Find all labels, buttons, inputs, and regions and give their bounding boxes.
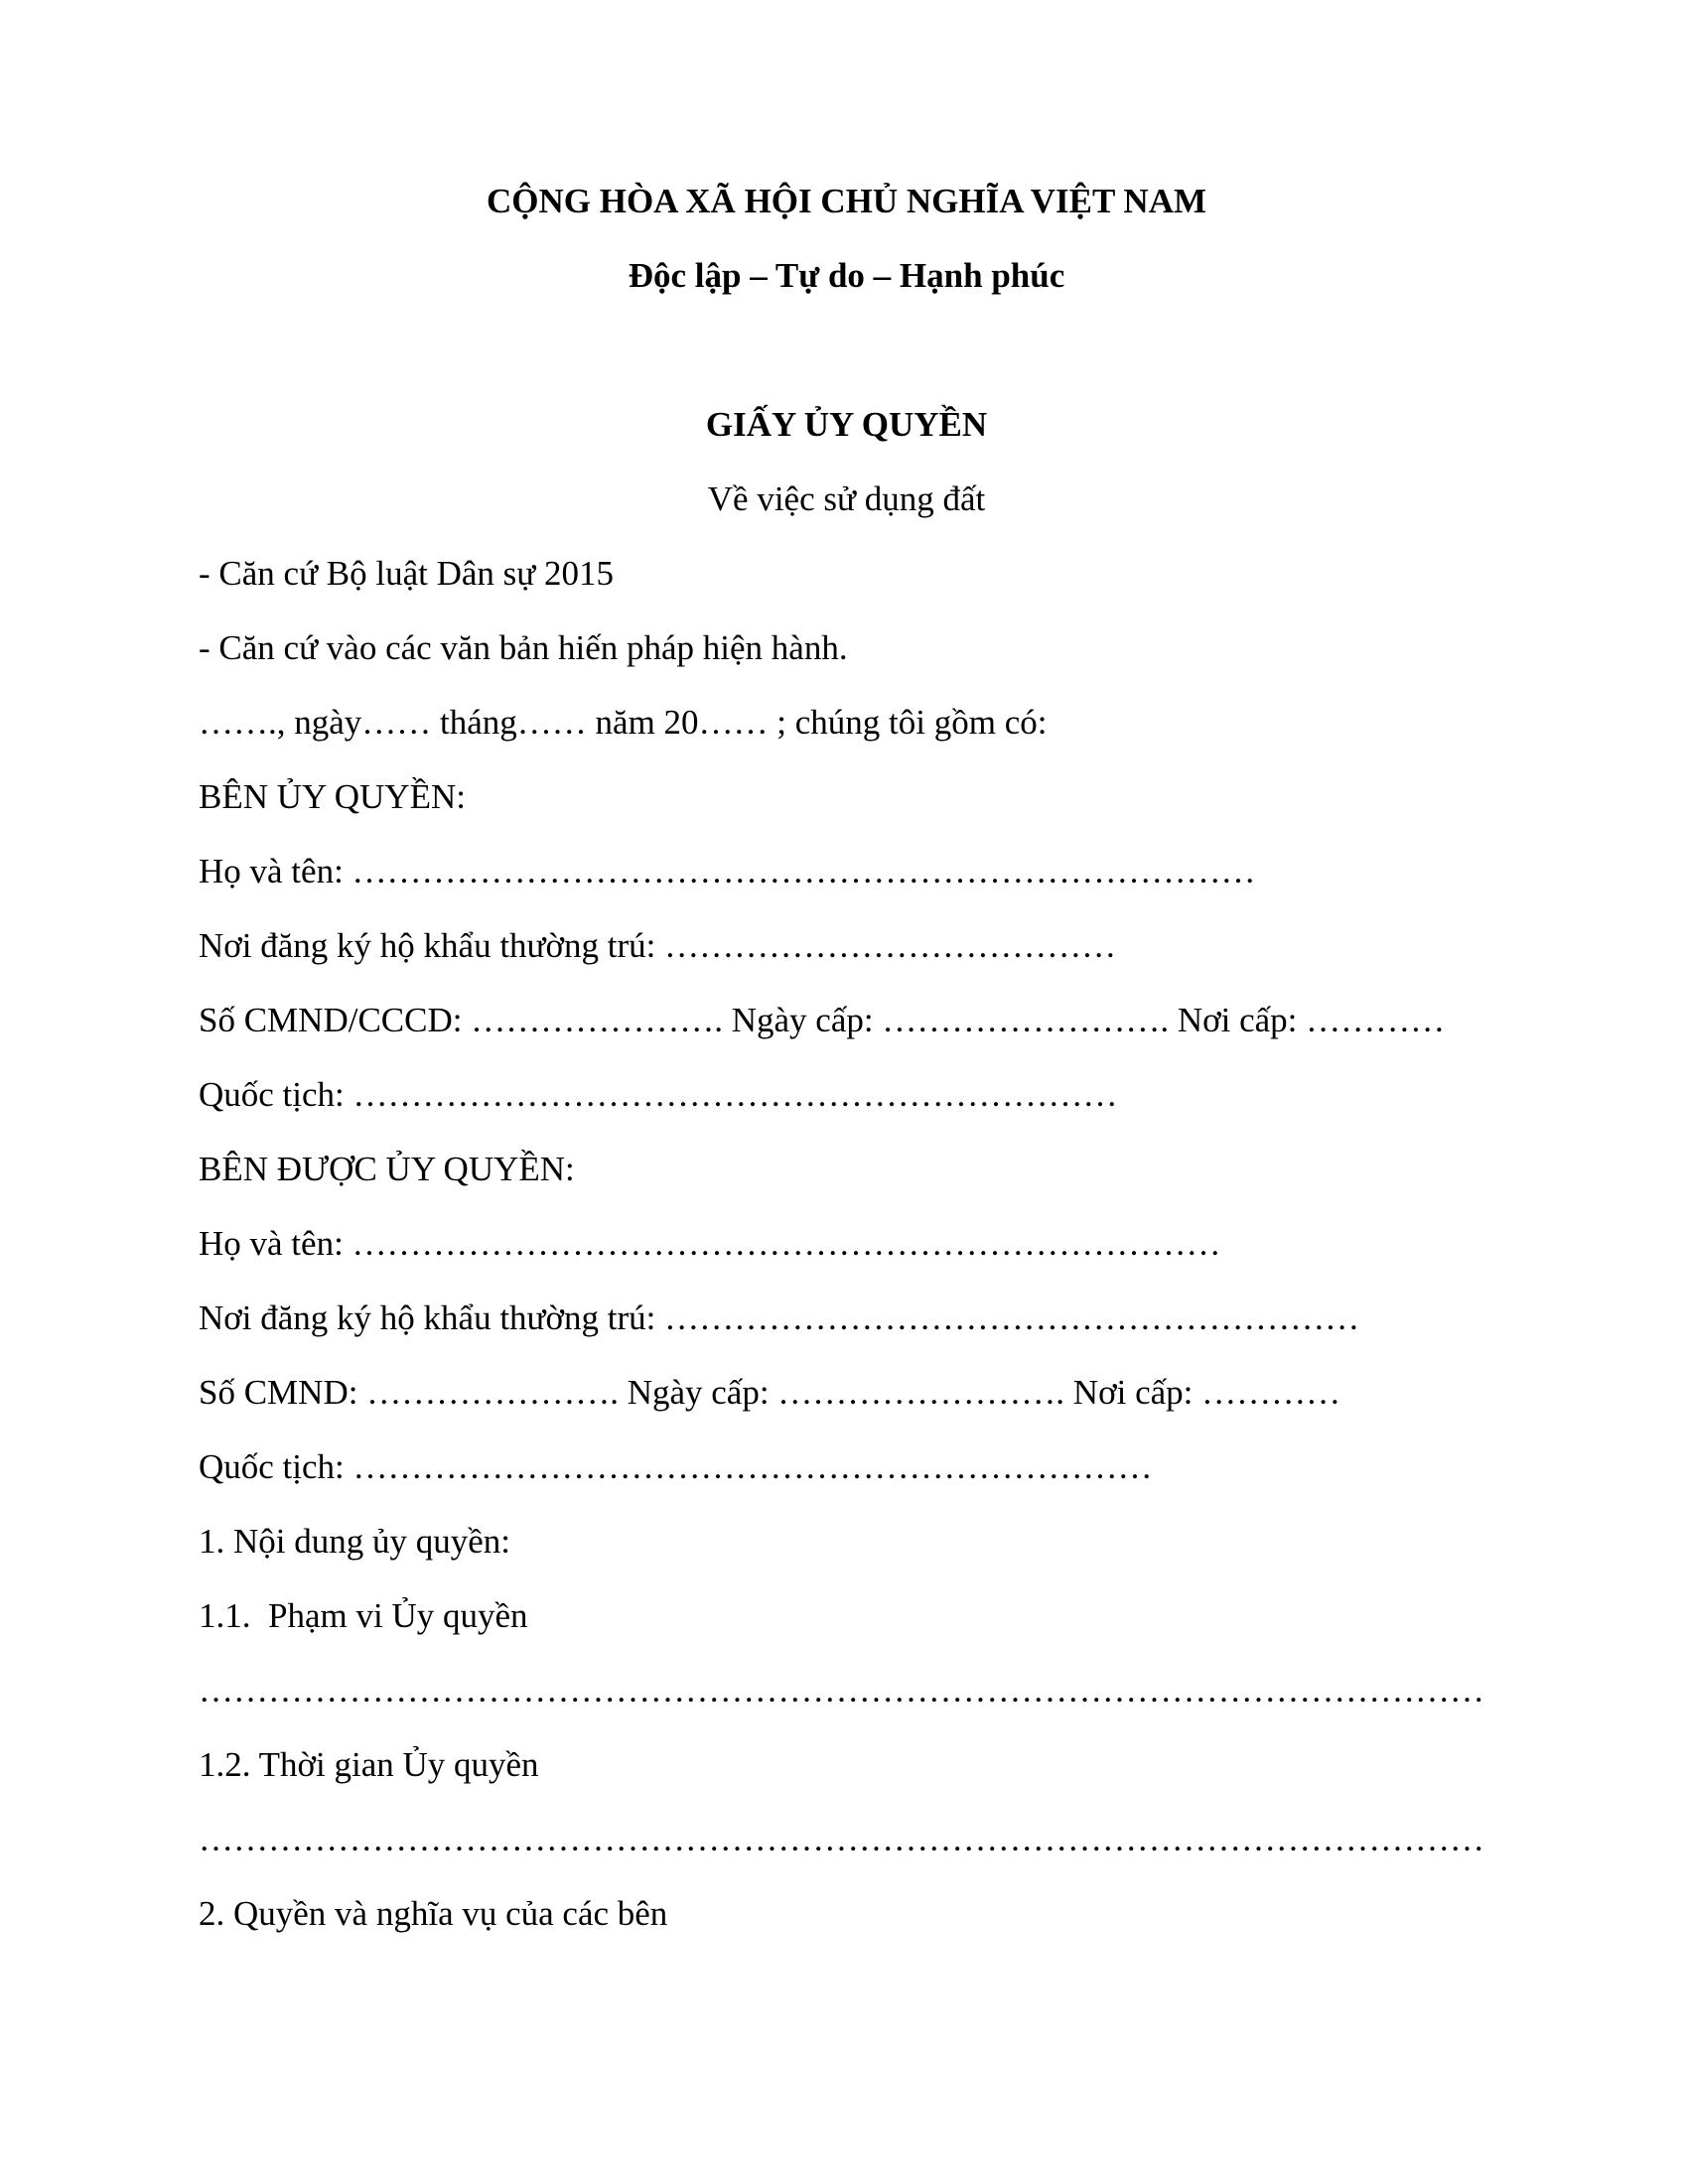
section-1-2-heading: 1.2. Thời gian Ủy quyền [199, 1745, 539, 1784]
document-title: GIẤY ỦY QUYỀN [705, 405, 988, 444]
date-place-line: ……., ngày…… tháng…… năm 20…… ; chúng tôi gồm có: [199, 703, 1048, 742]
section-1-1-heading: 1.1. Phạm vi Ủy quyền [199, 1596, 528, 1635]
attorney-heading: BÊN ĐƯỢC ỦY QUYỀN: [199, 1150, 575, 1188]
principal-residence-field: Nơi đăng ký hộ khẩu thường trú: ………………………………… [199, 926, 1117, 965]
principal-id-field: Số CMND/CCCD: …………………. Ngày cấp: ……………………. Nơi cấp: ………… [199, 1001, 1446, 1039]
legal-basis-1: - Căn cứ Bộ luật Dân sự 2015 [199, 554, 615, 593]
principal-name-field: Họ và tên: …………………………………………………………………… [199, 852, 1256, 890]
fill-line-2: ………………………………………………………………………………………………… [199, 1820, 1484, 1858]
principal-heading: BÊN ỦY QUYỀN: [199, 777, 466, 816]
national-motto: Độc lập – Tự do – Hạnh phúc [628, 256, 1065, 295]
section-1-heading: 1. Nội dung ủy quyền: [199, 1522, 511, 1561]
national-title: CỘNG HÒA XÃ HỘI CHỦ NGHĨA VIỆT NAM [486, 182, 1207, 220]
blank-line [199, 313, 1494, 387]
attorney-id-field: Số CMND: …………………. Ngày cấp: ……………………. Nơi cấp: ………… [199, 1373, 1341, 1412]
principal-nationality-field: Quốc tịch: ………………………………………………………… [199, 1075, 1118, 1114]
legal-basis-2: - Căn cứ vào các văn bản hiến pháp hiện hành. [199, 628, 848, 667]
document-subtitle: Về việc sử dụng đất [707, 479, 986, 518]
attorney-residence-field: Nơi đăng ký hộ khẩu thường trú: …………………………………………………… [199, 1298, 1360, 1337]
attorney-nationality-field: Quốc tịch: …………………………………………………………… [199, 1447, 1153, 1486]
attorney-name-field: Họ và tên: ………………………………………………………………… [199, 1224, 1221, 1263]
section-2-heading: 2. Quyền và nghĩa vụ của các bên [199, 1894, 668, 1933]
fill-line-1: ………………………………………………………………………………………………… [199, 1671, 1484, 1709]
